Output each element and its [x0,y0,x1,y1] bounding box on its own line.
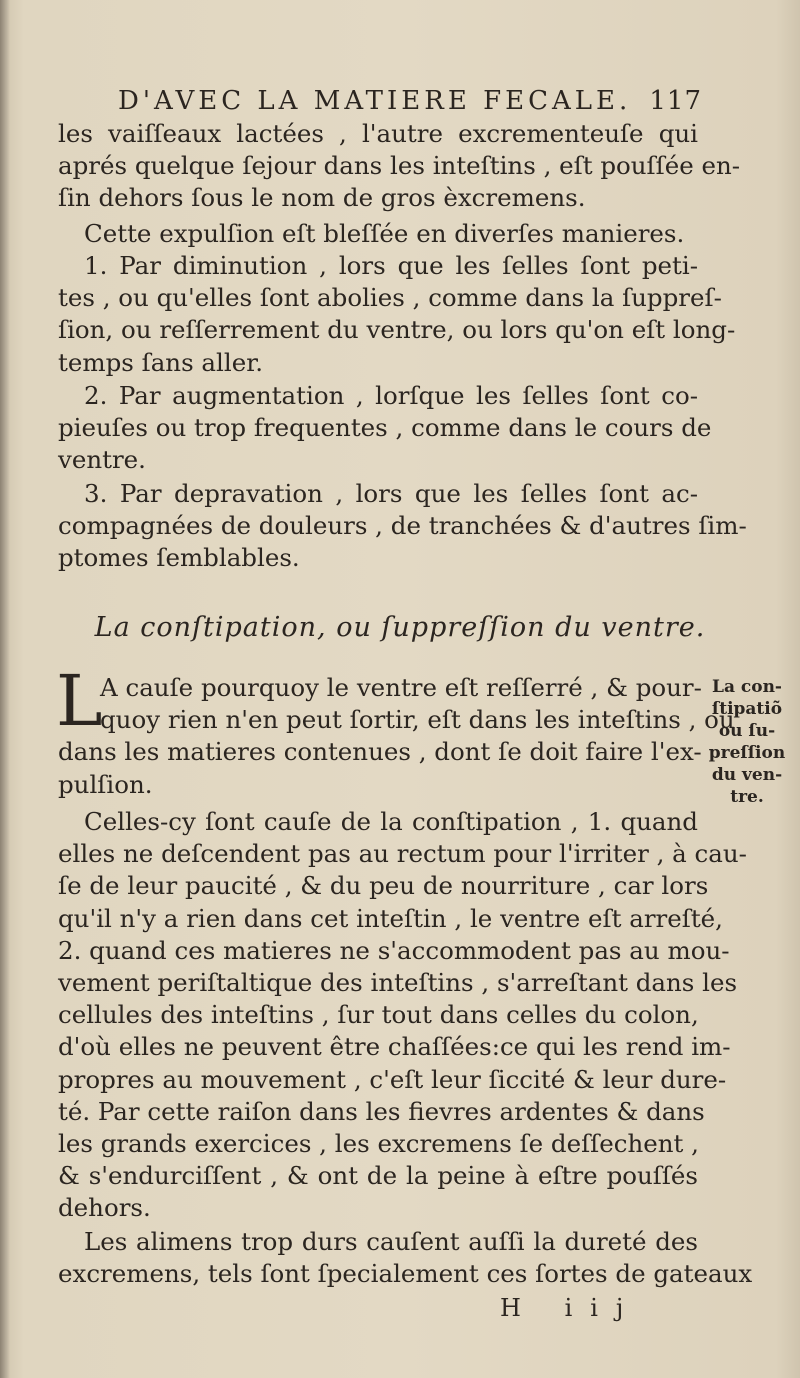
signature-folio: iij [564,1294,642,1322]
paragraph-expulsion [58,218,698,250]
text-line: tes , ou qu'elles ſont abolies , comme dans la ſuppreſ- [58,283,722,313]
text-line: qu'il n'y a rien dans cet inteſtin , le ventre eſt arreſté, [58,903,723,933]
margin-note-line: du ven- [711,765,783,785]
text-line: Cette expulſion eſt bleſſée en diverſes manieres. [84,219,685,248]
margin-note-line: tre. [730,787,764,807]
paragraph-causes-constipation [58,806,747,1225]
text-line: ſe de leur paucité , & du peu de nourriture , car lors [58,871,709,901]
text-line: vement periſtaltique des inteſtins , s'arreſtant dans les [58,968,738,998]
text-line: pieuſes ou trop frequentes , comme dans le cours de [58,413,712,443]
text-line: dans les matieres contenues , dont ſe doit faire l'ex- [58,737,702,767]
text-line: dehors. [58,1193,151,1223]
paragraph-alimens [58,1226,753,1290]
paragraph-cause [56,660,735,801]
running-header [118,86,702,116]
header-title: D'AVEC LA MATIERE FECALE. [118,86,632,116]
page-number: 117 [649,86,702,116]
text-line: A cauſe pourquoy le ventre eſt reſſerré , & pour- [100,673,702,702]
text-line: ſion, ou reſſerrement du ventre, ou lors qu'on eſt long- [58,315,736,345]
margin-note-line: ou ſu- [718,721,776,741]
margin-note-line: preſſion [708,743,786,763]
text-line: cellules des inteſtins , ſur tout dans celles du colon, [58,1000,699,1030]
signature-mark [500,1294,641,1322]
text-line: les grands exercices , les excremens ſe deſſechent , [58,1129,699,1159]
text-line: té. Par cette raiſon dans les fievres ardentes & dans [58,1096,705,1126]
text-line: propres au mouvement , c'eſt leur ſiccité & leur dure- [58,1064,727,1094]
text-line: ptomes ſemblables. [58,543,300,573]
text-line: 1. Par diminution , lors que les ſelles ſont peti- [84,251,698,280]
margin-note-line: La con- [712,677,782,697]
text-line: pulſion. [58,769,153,799]
text-line: quoy rien n'en peut ſortir, eſt dans les inteſtins , ou [100,705,735,735]
text-line: ventre. [58,445,146,475]
text-line: elles ne deſcendent pas au rectum pour l'irriter , à cau- [58,839,747,869]
text-line: excremens, tels ſont ſpecialement ces ſortes de gateaux [58,1259,753,1289]
text-line: d'où elles ne peuvent être chaſſées:ce qui les rend im- [58,1032,731,1062]
margin-note [702,676,792,808]
text-line: Celles-cy ſont cauſe de la conſtipation , 1. quand [84,807,698,836]
paragraph-depravation [58,478,747,575]
text-line: ſin dehors ſous le nom de gros èxcremens. [58,183,586,213]
paragraph-augmentation [58,380,712,477]
margin-note-line: ſtipatiõ [711,699,783,719]
drop-cap: L [56,660,103,742]
signature-letter: H [500,1294,539,1322]
paragraph-diminution [58,250,736,379]
paragraph-continuation [58,118,741,215]
text-line: les vaiſſeaux lactées , l'autre excrementeuſe qui [58,119,698,148]
text-line: compagnées de douleurs , de tranchées & d'autres ſim- [58,511,747,541]
text-line: Les alimens trop durs cauſent auſſi la dureté des [84,1227,698,1256]
page-gutter-shadow [0,0,10,1378]
text-line: & s'endurciſſent , & ont de la peine à eſtre pouſſés [58,1161,698,1191]
section-title: La conſtipation, ou ſuppreſſion du ventre. [94,612,706,643]
text-line: temps ſans aller. [58,347,264,377]
text-line: 3. Par depravation , lors que les ſelles ſont ac- [84,479,698,508]
text-line: aprés quelque ſejour dans les inteſtins , eſt pouſſée en- [58,151,741,181]
text-line: 2. quand ces matieres ne s'accommodent pas au mou- [58,935,730,965]
text-line: 2. Par augmentation , lorſque les ſelles ſont co- [84,381,698,410]
